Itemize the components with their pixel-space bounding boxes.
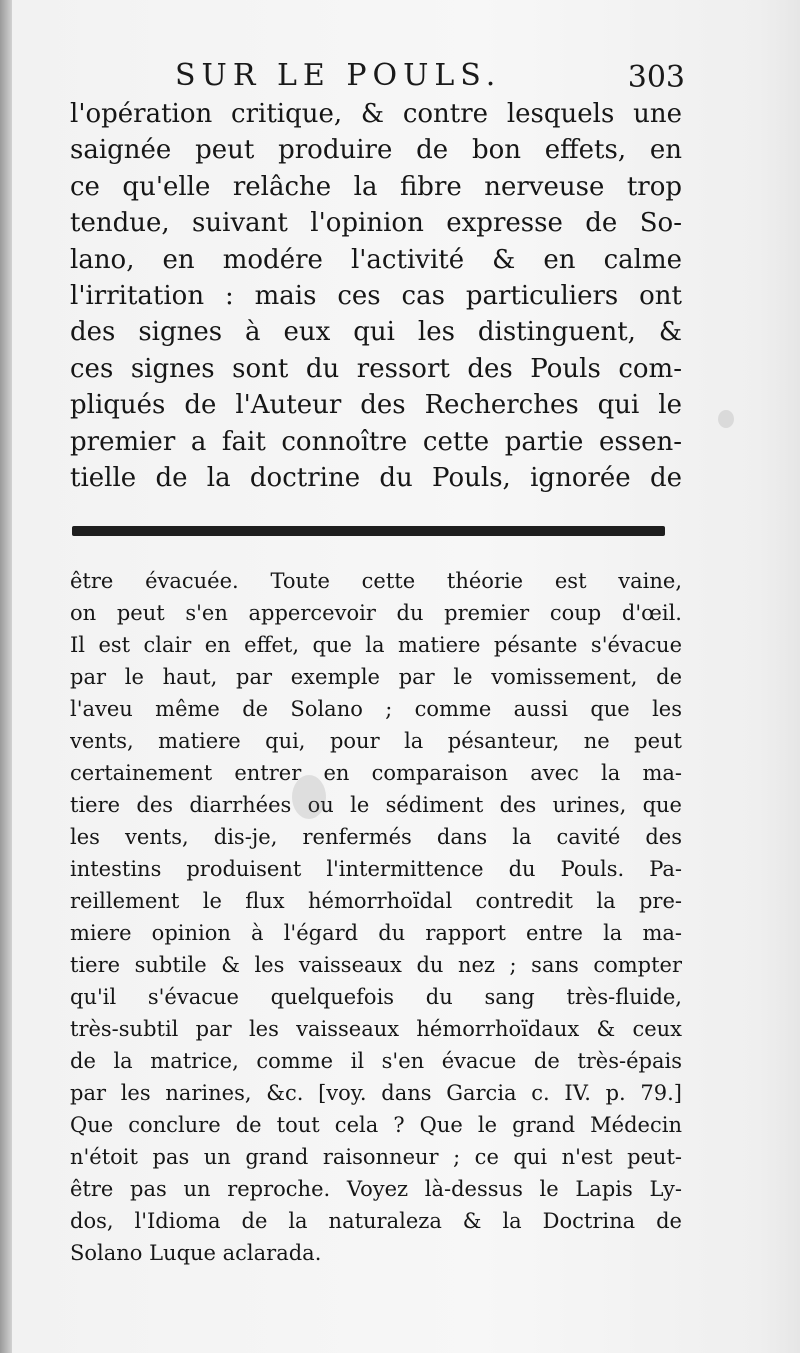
- text-line: pliqués de l'Auteur des Recherches qui le: [70, 390, 682, 421]
- footnote-line: tiere des diarrhées ou le sédiment des urines, que: [70, 793, 682, 817]
- text-line: premier a fait connoître cette partie essen-: [70, 426, 682, 457]
- footnote-line: intestins produisent l'intermittence du Pouls. Pa-: [70, 857, 682, 881]
- footnote-line: tiere subtile & les vaisseaux du nez ; sans compter: [70, 953, 682, 977]
- footnote-line: certainement entrer en comparaison avec la ma-: [70, 761, 682, 785]
- text-line: des signes à eux qui les distinguent, &: [70, 317, 682, 348]
- footnote-line: n'étoit pas un grand raisonneur ; ce qui n'est peut-: [70, 1145, 682, 1169]
- text-line: lano, en modére l'activité & en calme: [70, 244, 682, 275]
- page-number: 303: [627, 60, 685, 95]
- footnote-line: reillement le flux hémorrhoïdal contredit la pre-: [70, 889, 682, 913]
- footnote-line: par le haut, par exemple par le vomissement, de: [70, 665, 682, 689]
- text-line: ces signes sont du ressort des Pouls com-: [70, 353, 682, 384]
- footnote-separator-rule: [72, 526, 665, 536]
- running-head-title: SUR LE POULS.: [175, 58, 502, 93]
- footnote-line: vents, matiere qui, pour la pésanteur, ne peut: [70, 729, 682, 753]
- footnote-line: Solano Luque aclarada.: [70, 1241, 322, 1265]
- main-text-block: [70, 96, 682, 496]
- footnote-line: on peut s'en appercevoir du premier coup d'œil.: [70, 601, 682, 625]
- footnote-line: miere opinion à l'égard du rapport entre la ma-: [70, 921, 682, 945]
- footnote-line: Que conclure de tout cela ? Que le grand Médecin: [70, 1113, 682, 1137]
- text-line: ce qu'elle relâche la fibre nerveuse trop: [70, 171, 682, 202]
- text-line: tendue, suivant l'opinion expresse de So-: [70, 208, 682, 239]
- footnote-text-block: [70, 565, 682, 1269]
- footnote-line: les vents, dis-je, renfermés dans la cavité des: [70, 825, 682, 849]
- footnote-line: dos, l'Idioma de la naturaleza & la Doctrina de: [70, 1209, 682, 1233]
- footnote-line: être pas un reproche. Voyez là-dessus le Lapis Ly-: [70, 1177, 682, 1201]
- text-line: l'opération critique, & contre lesquels une: [70, 99, 682, 129]
- footnote-line: qu'il s'évacue quelquefois du sang très-fluide,: [70, 985, 682, 1009]
- text-line: saignée peut produire de bon effets, en: [70, 135, 682, 166]
- footnote-line: par les narines, &c. [voy. dans Garcia c. IV. p. 79.]: [70, 1081, 682, 1105]
- footnote-line: Il est clair en effet, que la matiere pésante s'évacue: [70, 633, 682, 657]
- page-gutter-shadow: [0, 0, 12, 1353]
- footnote-line: de la matrice, comme il s'en évacue de très-épais: [70, 1049, 682, 1073]
- paper-stain: [718, 410, 734, 428]
- footnote-line: être évacuée. Toute cette théorie est vaine,: [70, 569, 682, 593]
- text-line: tielle de la doctrine du Pouls, ignorée de: [70, 462, 682, 493]
- paper-stain: [292, 775, 326, 819]
- footnote-line: très-subtil par les vaisseaux hémorrhoïdaux & ceux: [70, 1017, 682, 1041]
- text-line: l'irritation : mais ces cas particuliers ont: [70, 280, 682, 311]
- footnote-line: l'aveu même de Solano ; comme aussi que les: [70, 697, 682, 721]
